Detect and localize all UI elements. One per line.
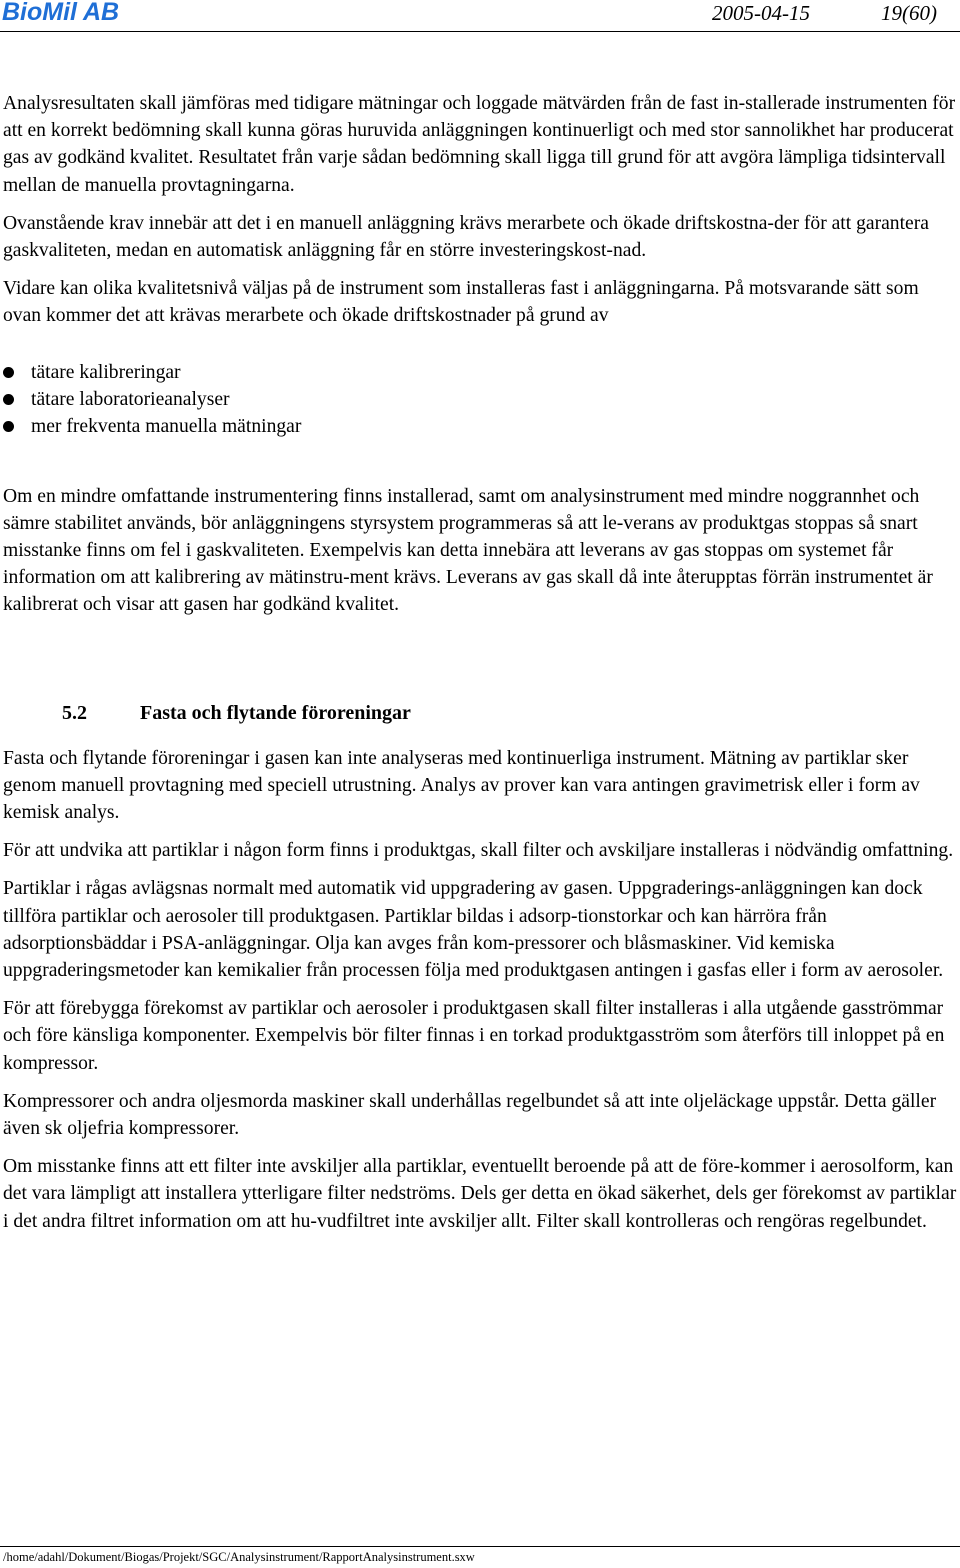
section-heading	[3, 699, 958, 727]
bullet-text: tätare kalibreringar	[31, 361, 181, 383]
bullet-icon	[3, 394, 14, 405]
bullet-item	[3, 413, 958, 440]
header-page-number: 19(60)	[881, 1, 937, 25]
paragraph: Kompressorer och andra oljesmorda maskiner skall underhållas regelbundet så att inte oljeläckage uppstår. Detta gäller även sk oljefria kompressorer.	[3, 1090, 937, 1139]
bullet-item	[3, 386, 958, 413]
bullet-icon	[3, 367, 14, 378]
bullet-text: mer frekventa manuella mätningar	[31, 416, 302, 438]
paragraph: För att undvika att partiklar i någon form finns i produktgas, skall filter och avskiljare installeras i nödvändig omfattning.	[3, 840, 954, 862]
paragraph: Analysresultaten skall jämföras med tidigare mätningar och loggade mätvärden från de fast in-stallerade instrumenten för att en korrekt bedömning skall kunna göras huruvida anläggningen kontinuerligt och med stor sannolikhet har producerat gas av godkänd kvalitet. Resultatet från varje sådan bedömning skall ligga till grund för att avgöra lämpliga tidsintervall mellan de manuella provtagningarna.	[3, 93, 956, 196]
bullet-icon	[3, 421, 14, 432]
paragraph: För att förebygga förekomst av partiklar och aerosoler i produktgasen skall filter installeras i alla utgående gasströmmar och före känsliga komponenter. Exempelvis bör filter finnas i en torkad produktgasström som återförs till inloppet på en kompressor.	[3, 998, 945, 1074]
document-body	[3, 90, 958, 1246]
paragraph: Vidare kan olika kvalitetsnivå väljas på de instrument som installeras fast i anläggningarna. På motsvarande sätt som ovan kommer det att krävas merarbete och ökade driftskostnader på grund av	[3, 278, 919, 327]
bullet-list	[3, 359, 958, 441]
paragraph: Om en mindre omfattande instrumentering finns installerad, samt om analysinstrument med mindre noggrannhet och sämre stabilitet används, bör anläggningens styrsystem programmeras så att le-verans av produktgas stoppas så snart misstanke finns om fel i gaskvaliteten. Exempelvis kan detta innebära att leverans av gas stoppas om systemet får information om att kalibrering av mätinstru-ment krävs. Leverans av gas skall då inte återupptas förrän instrumentet är kalibrerat och visar att gasen har godkänd kvalitet.	[3, 485, 933, 616]
footer-file-path: /home/adahl/Dokument/Biogas/Projekt/SGC/Analysinstrument/RapportAnalysinstrument.sxw	[3, 1550, 475, 1564]
page-header	[0, 0, 960, 28]
section-title: Fasta och flytande föroreningar	[140, 701, 411, 724]
company-logo-text: BioMil AB	[2, 0, 120, 26]
section-number: 5.2	[62, 701, 87, 724]
paragraph: Partiklar i rågas avlägsnas normalt med automatik vid uppgradering av gasen. Uppgraderings-anläggningen kan dock tillföra partiklar och aerosoler till produktgasen. Partiklar bildas i adsorp-tionstorkar och kan härröra från adsorptionsbäddar i PSA-anläggningar. Olja kan avges från kom-pressorer och blåsmaskiner. Vid kemiska uppgraderingsmetoder kan kemikalier från processen följa med produktgasen antingen i gasfas eller i form av aerosoler.	[3, 878, 944, 981]
bullet-item	[3, 359, 958, 386]
paragraph: Om misstanke finns att ett filter inte avskiljer alla partiklar, eventuellt beroende på att de före-kommer i aerosolform, kan det vara lämpligt att installera ytterligare filter nedströms. Dels ger detta en ökad säkerhet, dels ger förekomst av partiklar i det andra filtret information om att hu-vudfiltret inte avskiljer allt. Filter skall kontrolleras och rengöras regelbundet.	[3, 1156, 957, 1232]
header-date: 2005-04-15	[712, 1, 810, 25]
paragraph: Ovanstående krav innebär att det i en manuell anläggning krävs merarbete och ökade driftskostna-der för att garantera gaskvaliteten, medan en automatisk anläggning får en större investeringskost-nad.	[3, 212, 929, 262]
footer-divider	[0, 1546, 960, 1547]
header-divider	[0, 31, 960, 32]
bullet-text: tätare laboratorieanalyser	[31, 388, 230, 410]
paragraph: Fasta och flytande föroreningar i gasen kan inte analyseras med kontinuerliga instrument. Mätning av partiklar sker genom manuell provtagning med speciell utrustning. Analys av prover kan vara antingen gravimetrisk eller i form av kemisk analys.	[3, 747, 920, 823]
